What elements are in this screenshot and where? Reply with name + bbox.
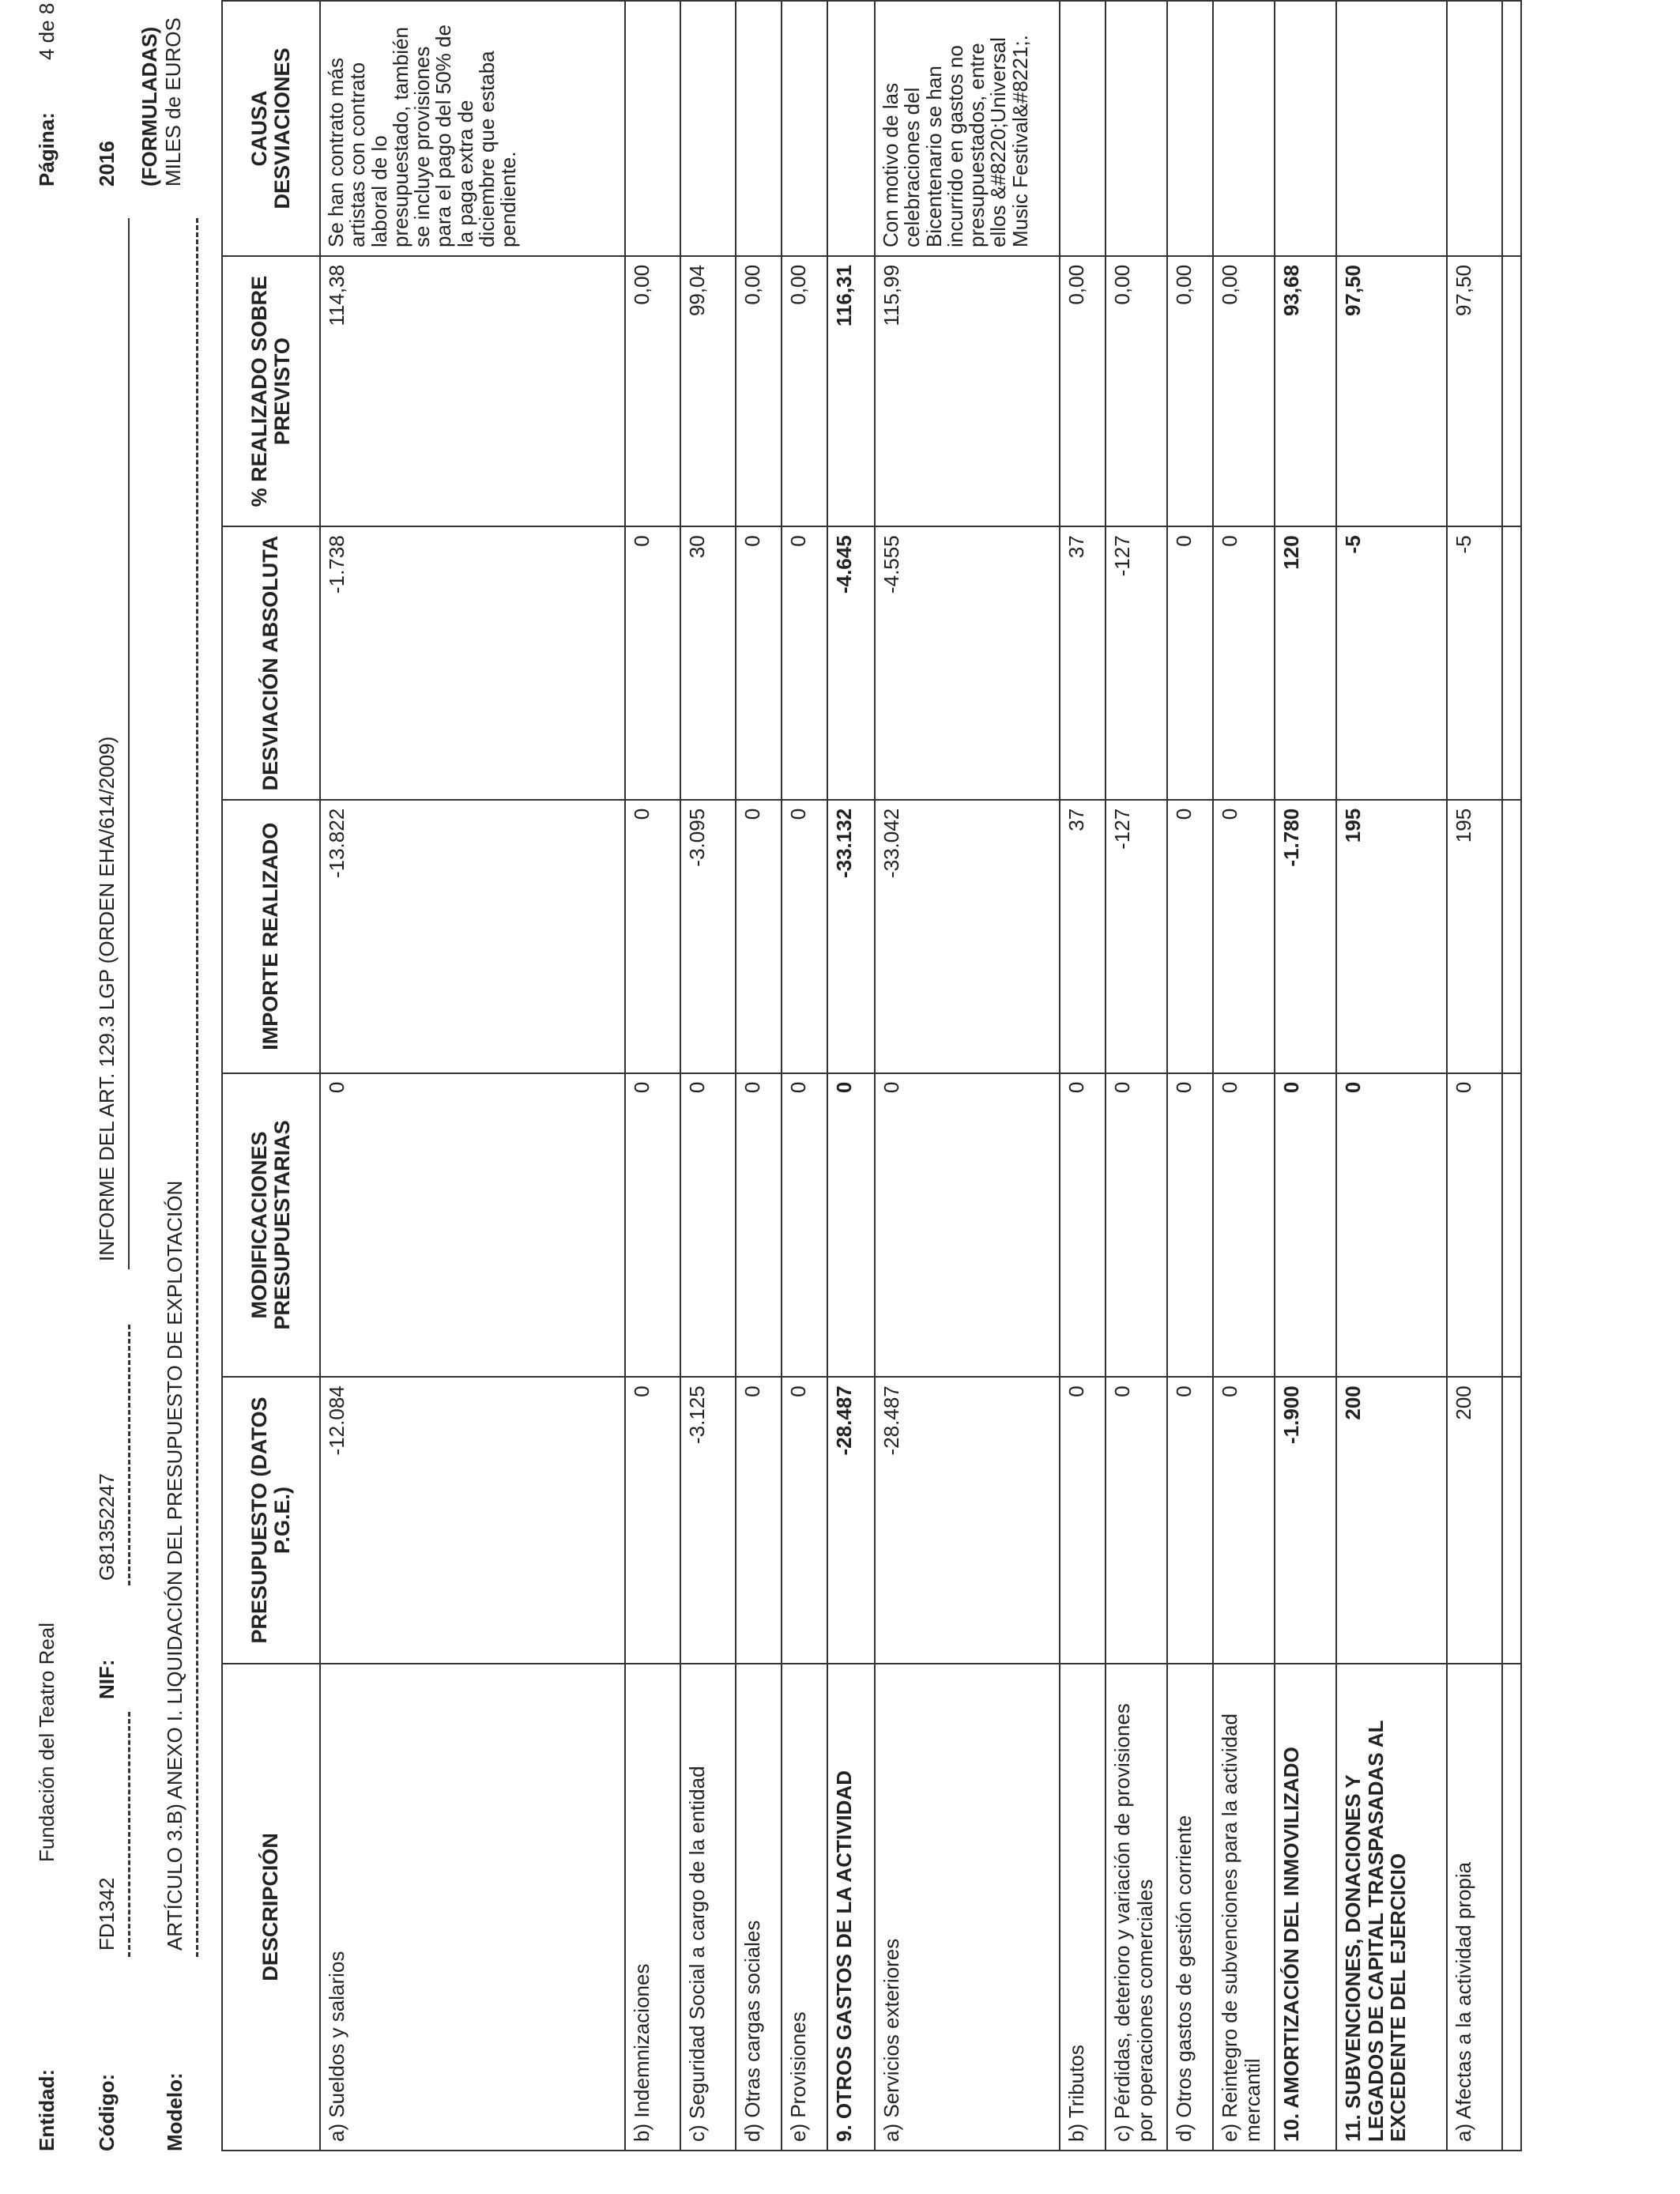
table-row	[1447, 1, 1502, 2151]
codigo-value: FD1342	[95, 1877, 119, 1951]
cell-porcentaje: 97,50	[1447, 256, 1502, 526]
cell-desviacion: 30	[680, 526, 736, 800]
nif-label: NIF:	[95, 1659, 119, 1699]
cell-empty	[1502, 1377, 1521, 1663]
cell-importe: 37	[1060, 800, 1106, 1073]
cell-importe: 0	[782, 800, 827, 1073]
cell-importe: -33.042	[875, 800, 1060, 1073]
cell-porcentaje: 0,00	[736, 256, 782, 526]
cell-modificaciones: 0	[1336, 1073, 1447, 1378]
cell-causa	[1060, 1, 1106, 256]
table-row	[1060, 1, 1106, 2151]
entidad-label: Entidad:	[35, 2069, 58, 2151]
cell-descripcion: b) Indemnizaciones	[625, 1664, 680, 2151]
cell-descripcion: 9. OTROS GASTOS DE LA ACTIVIDAD	[827, 1664, 875, 2151]
table-row	[827, 1, 875, 2151]
cell-porcentaje: 115,99	[875, 256, 1060, 526]
cell-modificaciones: 0	[1447, 1073, 1502, 1378]
col-header-desviacion: DESVIACIÓN ABSOLUTA	[222, 526, 320, 800]
col-header-descripcion: DESCRIPCIÓN	[222, 1664, 320, 2151]
cell-modificaciones: 0	[1060, 1073, 1106, 1378]
cell-presupuesto: -1.900	[1275, 1377, 1336, 1663]
cell-desviacion: -4.645	[827, 526, 875, 800]
budget-table	[221, 0, 1522, 2151]
cell-importe: -1.780	[1275, 800, 1336, 1073]
pagina-label: Página:	[35, 112, 58, 187]
cell-modificaciones: 0	[1167, 1073, 1213, 1378]
col-header-presupuesto: PRESUPUESTO (DATOS P.G.E.)	[222, 1377, 320, 1663]
table-row	[1106, 1, 1167, 2151]
cell-modificaciones: 0	[1106, 1073, 1167, 1378]
cell-desviacion: 0	[1167, 526, 1213, 800]
col-header-modificaciones: MODIFICACIONES PRESUPUESTARIAS	[222, 1073, 320, 1378]
codigo-label: Código:	[95, 2073, 119, 2151]
cell-causa	[1167, 1, 1213, 256]
cell-causa	[1336, 1, 1447, 256]
cell-descripcion: e) Provisiones	[782, 1664, 827, 2151]
cell-modificaciones: 0	[1275, 1073, 1336, 1378]
cell-modificaciones: 0	[1213, 1073, 1275, 1378]
col-header-causa: CAUSA DESVIACIONES	[222, 1, 320, 256]
status-value: (FORMULADAS)	[137, 26, 161, 187]
year-value: 2016	[95, 141, 119, 187]
table-row	[736, 1, 782, 2151]
cell-causa	[680, 1, 736, 256]
cell-empty	[1502, 526, 1521, 800]
cell-desviacion: 0	[1213, 526, 1275, 800]
modelo-underline	[196, 218, 198, 1957]
table-row	[1336, 1, 1447, 2151]
cell-desviacion: -1.738	[320, 526, 625, 800]
table-row	[782, 1, 827, 2151]
cell-porcentaje: 99,04	[680, 256, 736, 526]
cell-causa	[625, 1, 680, 256]
cell-descripcion: c) Pérdidas, deterioro y variación de provisiones por operaciones comerciales	[1106, 1664, 1167, 2151]
cell-causa	[736, 1, 782, 256]
cell-porcentaje: 0,00	[1106, 256, 1167, 526]
cell-descripcion: b) Tributos	[1060, 1664, 1106, 2151]
cell-presupuesto: -28.487	[827, 1377, 875, 1663]
cell-desviacion: -4.555	[875, 526, 1060, 800]
cell-desviacion: -5	[1447, 526, 1502, 800]
codigo-underline	[128, 1712, 130, 1957]
cell-causa: Con motivo de las celebraciones del Bicentenario se han incurrido en gastos no presupuestados, entre ellos &#8220;Universal Music Festival&#8221;.	[875, 1, 1060, 256]
cell-porcentaje: 0,00	[625, 256, 680, 526]
cell-descripcion: c) Seguridad Social a cargo de la entidad	[680, 1664, 736, 2151]
cell-descripcion: 10. AMORTIZACIÓN DEL INMOVILIZADO	[1275, 1664, 1336, 2151]
cell-causa: Se han contrato más artistas con contrato laboral de lo presupuestado, también se incluye provisiones para el pago del 50% de la paga extra de diciembre que estaba pendiente.	[320, 1, 625, 256]
cell-desviacion: -127	[1106, 526, 1167, 800]
cell-causa	[1275, 1, 1336, 256]
cell-desviacion: 0	[736, 526, 782, 800]
col-header-importe: IMPORTE REALIZADO	[222, 800, 320, 1073]
cell-causa	[782, 1, 827, 256]
cell-presupuesto: -3.125	[680, 1377, 736, 1663]
cell-presupuesto: 200	[1447, 1377, 1502, 1663]
cell-presupuesto: 0	[1106, 1377, 1167, 1663]
nif-value: G81352247	[95, 1473, 119, 1581]
cell-modificaciones: 0	[875, 1073, 1060, 1378]
cell-modificaciones: 0	[320, 1073, 625, 1378]
cell-causa	[1213, 1, 1275, 256]
pagina-value: 4 de 8	[35, 2, 58, 60]
cell-porcentaje: 0,00	[782, 256, 827, 526]
cell-importe: 0	[1213, 800, 1275, 1073]
cell-empty	[1502, 800, 1521, 1073]
cell-importe: -127	[1106, 800, 1167, 1073]
cell-importe: 195	[1447, 800, 1502, 1073]
modelo-value: ARTÍCULO 3.B) ANEXO I. LIQUIDACIÓN DEL PRESUPUESTO DE EXPLOTACIÓN	[163, 1180, 186, 1951]
cell-porcentaje: 0,00	[1167, 256, 1213, 526]
cell-descripcion: a) Sueldos y salarios	[320, 1664, 625, 2151]
cell-importe: 0	[1167, 800, 1213, 1073]
cell-desviacion: 120	[1275, 526, 1336, 800]
table-row	[625, 1, 680, 2151]
cell-modificaciones: 0	[827, 1073, 875, 1378]
cell-descripcion: d) Otros gastos de gestión corriente	[1167, 1664, 1213, 2151]
cell-porcentaje: 97,50	[1336, 256, 1447, 526]
table-header-row	[222, 1, 320, 2151]
cell-modificaciones: 0	[680, 1073, 736, 1378]
cell-importe: -3.095	[680, 800, 736, 1073]
cell-presupuesto: 0	[1060, 1377, 1106, 1663]
cell-importe: 0	[625, 800, 680, 1073]
cell-empty	[1502, 256, 1521, 526]
cell-presupuesto: -28.487	[875, 1377, 1060, 1663]
cell-descripcion: 11. SUBVENCIONES, DONACIONES Y LEGADOS DE CAPITAL TRASPASADAS AL EXCEDENTE DEL EJERCICIO	[1336, 1664, 1447, 2151]
cell-porcentaje: 0,00	[1060, 256, 1106, 526]
cell-descripcion: a) Afectas a la actividad propia	[1447, 1664, 1502, 2151]
cell-causa	[1106, 1, 1167, 256]
table-row	[1275, 1, 1336, 2151]
cell-porcentaje: 93,68	[1275, 256, 1336, 526]
informe-title: INFORME DEL ART. 129.3 LGP (ORDEN EHA/614/2009)	[95, 736, 119, 1261]
table-row-empty	[1502, 1, 1521, 2151]
cell-modificaciones: 0	[625, 1073, 680, 1378]
cell-desviacion: 0	[782, 526, 827, 800]
cell-presupuesto: 0	[736, 1377, 782, 1663]
cell-importe: -13.822	[320, 800, 625, 1073]
table-row	[1167, 1, 1213, 2151]
cell-desviacion: 0	[625, 526, 680, 800]
cell-modificaciones: 0	[782, 1073, 827, 1378]
cell-modificaciones: 0	[736, 1073, 782, 1378]
cell-presupuesto: 0	[1213, 1377, 1275, 1663]
cell-presupuesto: -12.084	[320, 1377, 625, 1663]
cell-presupuesto: 0	[625, 1377, 680, 1663]
informe-underline	[128, 218, 130, 1269]
cell-presupuesto: 200	[1336, 1377, 1447, 1663]
cell-causa	[1447, 1, 1502, 256]
cell-causa	[827, 1, 875, 256]
cell-desviacion: -5	[1336, 526, 1447, 800]
col-header-porcentaje: % REALIZADO SOBRE PREVISTO	[222, 256, 320, 526]
table-row	[875, 1, 1060, 2151]
cell-presupuesto: 0	[1167, 1377, 1213, 1663]
cell-porcentaje: 0,00	[1213, 256, 1275, 526]
cell-descripcion: a) Servicios exteriores	[875, 1664, 1060, 2151]
cell-desviacion: 37	[1060, 526, 1106, 800]
table-row	[320, 1, 625, 2151]
cell-porcentaje: 114,38	[320, 256, 625, 526]
cell-empty	[1502, 1664, 1521, 2151]
units-value: MILES de EUROS	[161, 17, 185, 187]
cell-descripcion: e) Reintegro de subvenciones para la actividad mercantil	[1213, 1664, 1275, 2151]
cell-importe: 195	[1336, 800, 1447, 1073]
cell-empty	[1502, 1073, 1521, 1378]
cell-empty	[1502, 1, 1521, 256]
table-row	[680, 1, 736, 2151]
cell-porcentaje: 116,31	[827, 256, 875, 526]
cell-presupuesto: 0	[782, 1377, 827, 1663]
table-row	[1213, 1, 1275, 2151]
cell-importe: 0	[736, 800, 782, 1073]
modelo-label: Modelo:	[163, 2072, 186, 2151]
nif-underline	[128, 1325, 130, 1585]
cell-importe: -33.132	[827, 800, 875, 1073]
entidad-value: Fundación del Teatro Real	[35, 1622, 58, 1862]
cell-descripcion: d) Otras cargas sociales	[736, 1664, 782, 2151]
